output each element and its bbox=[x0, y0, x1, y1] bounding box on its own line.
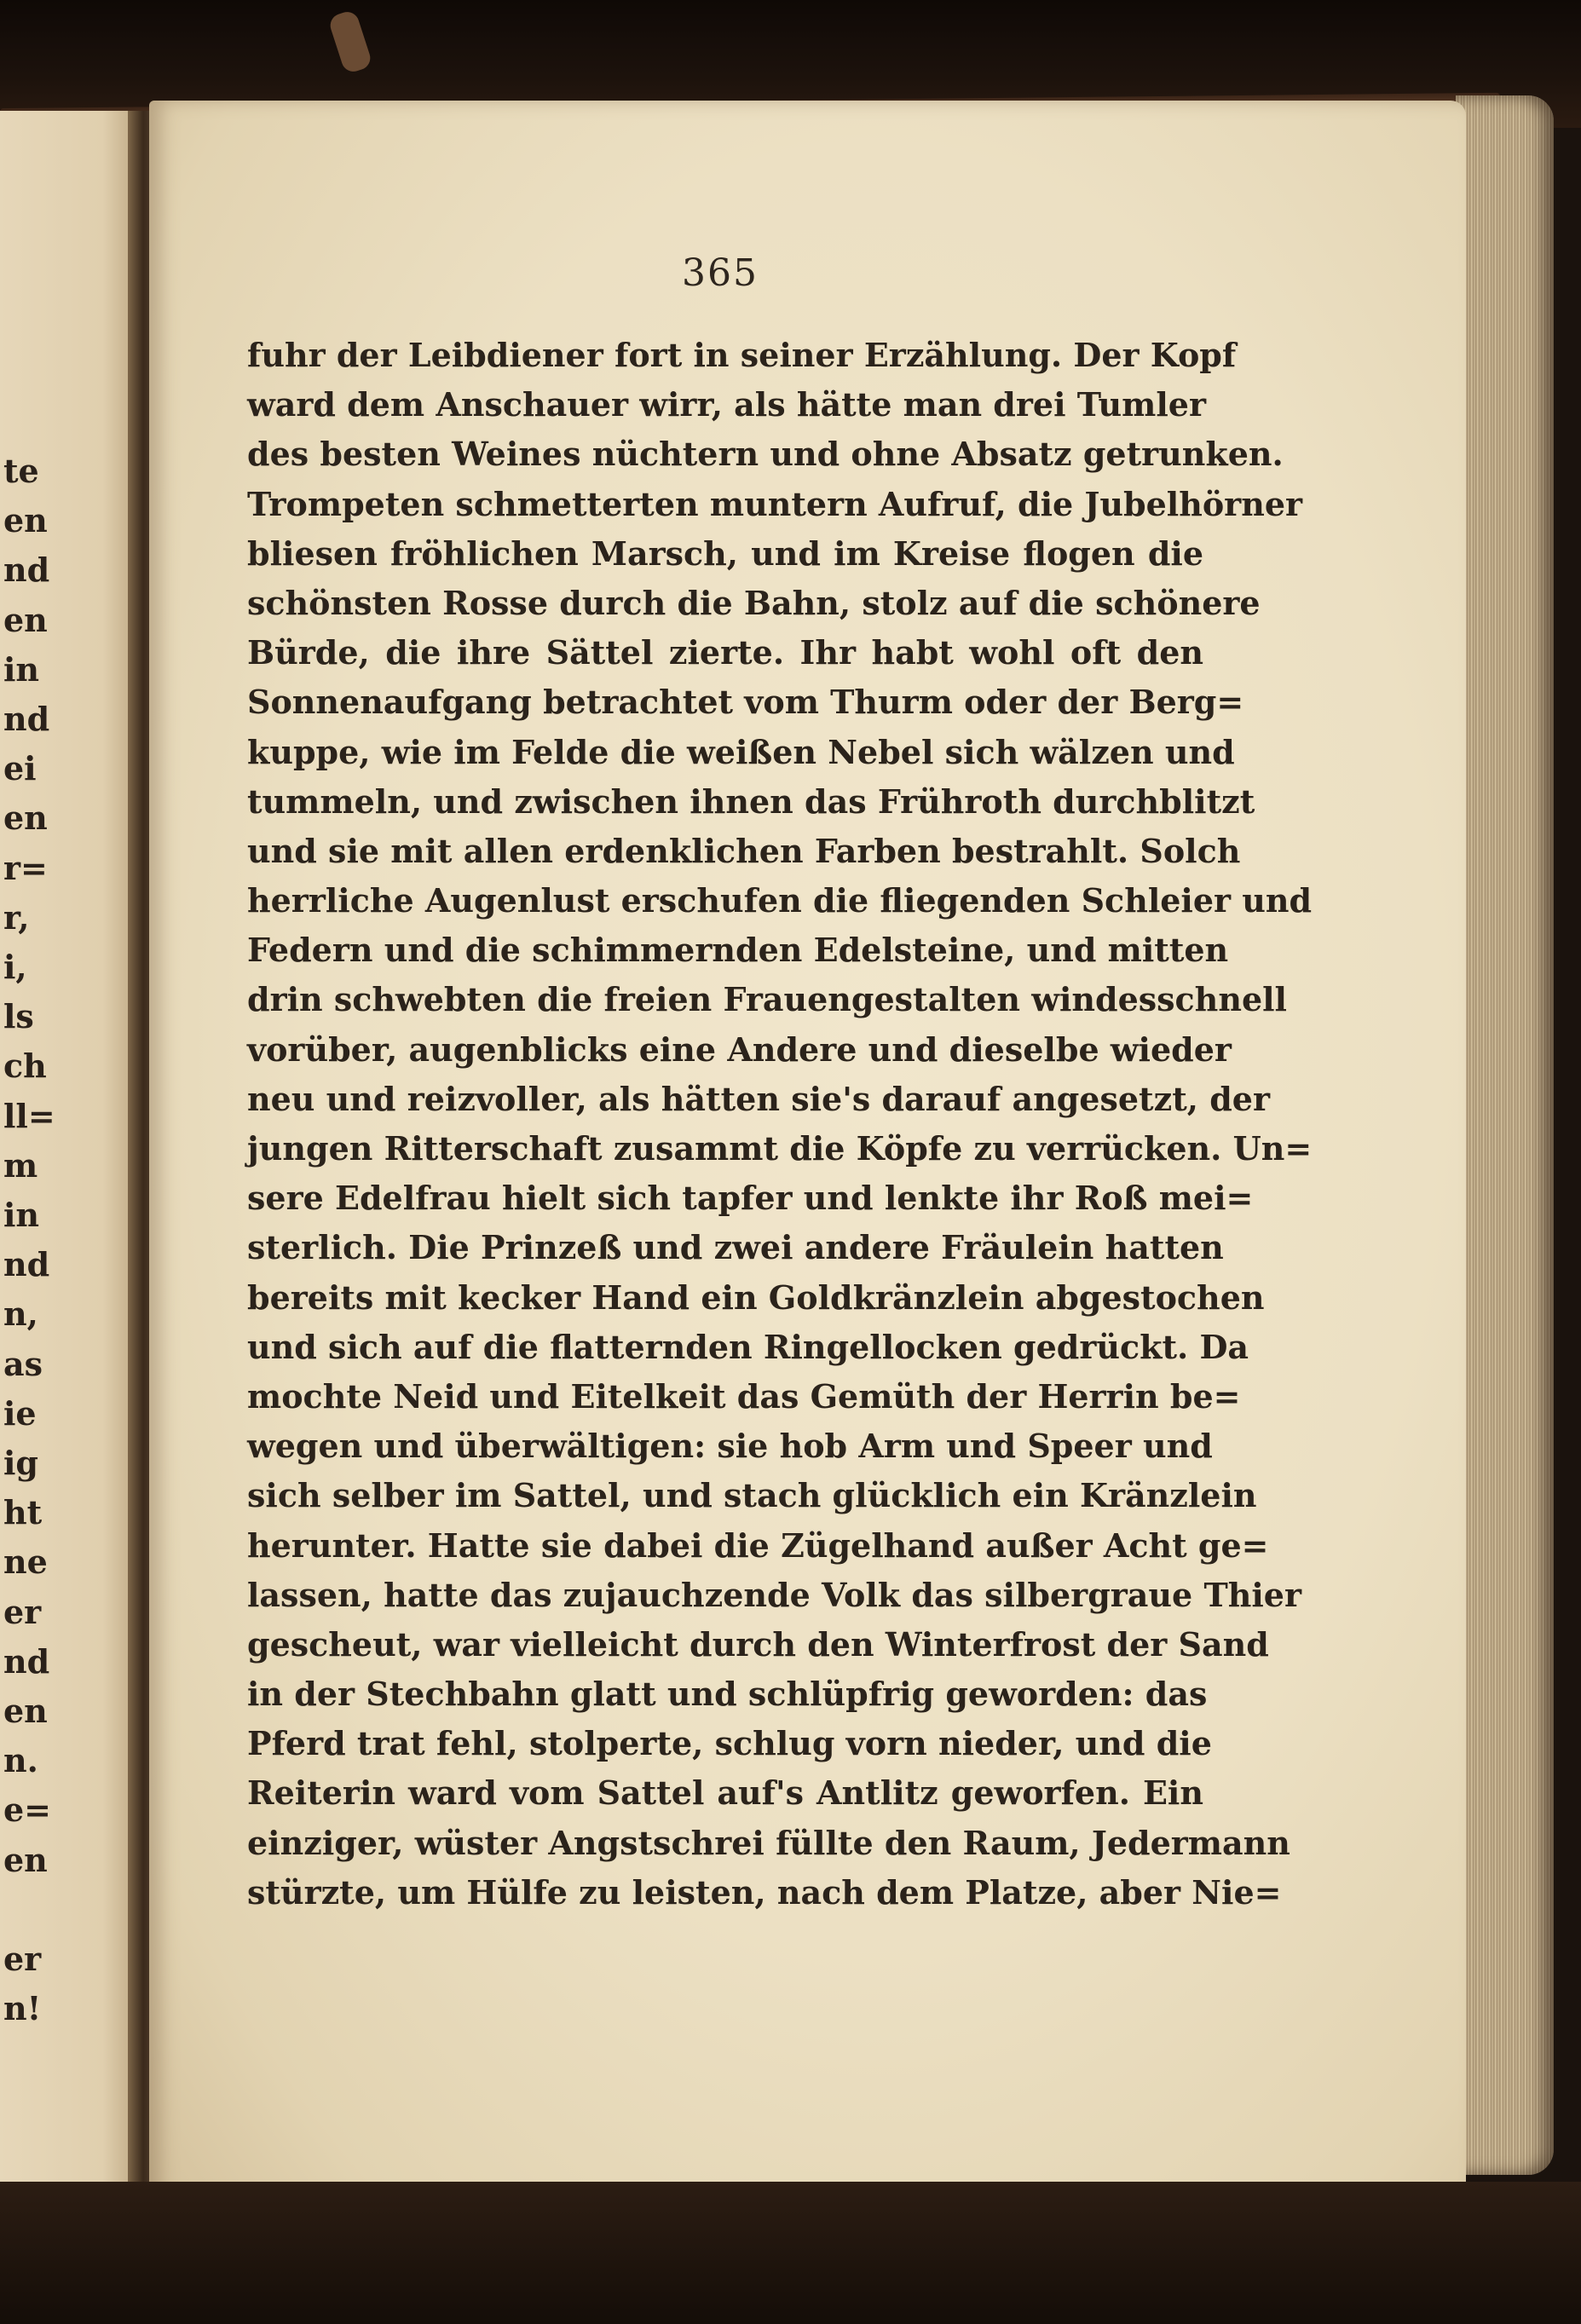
text-line: Trompeten schmetterten muntern Aufruf, die Jubelhörner bbox=[247, 484, 1303, 523]
facing-page-fragment: e= bbox=[3, 1791, 52, 1830]
text-line: lassen, hatte das zujauchzende Volk das silbergraue Thier bbox=[247, 1575, 1301, 1614]
facing-page-fragment: er bbox=[3, 1940, 42, 1978]
facing-page-fragment: as bbox=[3, 1344, 43, 1383]
facing-page-fragment: nd bbox=[3, 700, 50, 738]
facing-page-fragment: en bbox=[3, 799, 48, 838]
facing-page-fragment: nd bbox=[3, 1641, 50, 1681]
facing-page-fragment: r, bbox=[3, 897, 30, 937]
text-line: tummeln, und zwischen ihnen das Frühroth durchblitzt bbox=[247, 781, 1255, 821]
text-line: Reiterin ward vom Sattel auf's Antlitz geworfen. Ein bbox=[247, 1773, 1203, 1813]
text-line: kuppe, wie im Felde die weißen Nebel sich wälzen und bbox=[247, 732, 1235, 771]
text-line: bereits mit kecker Hand ein Goldkränzlein abgestochen bbox=[247, 1277, 1265, 1317]
facing-page-fragment: en bbox=[3, 1692, 48, 1730]
text-line: und sie mit allen erdenklichen Farben bestrahlt. Solch bbox=[247, 831, 1241, 870]
text-line: in der Stechbahn glatt und schlüpfrig geworden: das bbox=[247, 1675, 1208, 1714]
facing-page-fragment: r= bbox=[3, 848, 48, 887]
text-line: fuhr der Leibdiener fort in seiner Erzählung. Der Kopf bbox=[247, 336, 1237, 374]
text-line: sere Edelfrau hielt sich tapfer und lenkte ihr Roß mei= bbox=[247, 1179, 1254, 1218]
facing-page-fragment: ne bbox=[3, 1543, 48, 1582]
text-line: herrliche Augenlust erschufen die fliegenden Schleier und bbox=[247, 881, 1313, 920]
text-line: Federn und die schimmernden Edelsteine, und mitten bbox=[247, 931, 1229, 970]
facing-page-fragment: ht bbox=[3, 1493, 43, 1532]
facing-page-fragment: in bbox=[3, 649, 40, 689]
text-line: ward dem Anschauer wirr, als hätte man drei Tumler bbox=[247, 385, 1206, 424]
facing-page-fragment: i, bbox=[3, 948, 27, 986]
text-line: herunter. Hatte sie dabei die Zügelhand außer Acht ge= bbox=[247, 1525, 1269, 1565]
text-line: sterlich. Die Prinzeß und zwei andere Fräulein hatten bbox=[247, 1228, 1224, 1267]
facing-page-fragment: nd bbox=[3, 551, 50, 590]
text-line: gescheut, war vielleicht durch den Winterfrost der Sand bbox=[247, 1624, 1269, 1664]
text-line: vorüber, augenblicks eine Andere und dieselbe wieder bbox=[247, 1029, 1232, 1069]
text-line: jungen Ritterschaft zusammt die Köpfe zu verrücken. Un= bbox=[247, 1129, 1313, 1168]
page-edges bbox=[1456, 95, 1554, 2175]
facing-page-fragment: en bbox=[3, 1840, 48, 1879]
facing-page-fragment: ll= bbox=[3, 1096, 55, 1135]
facing-page-fragment: en bbox=[3, 501, 48, 540]
text-line: einziger, wüster Angstschrei füllte den Raum, Jedermann bbox=[247, 1823, 1290, 1862]
facing-page bbox=[0, 111, 147, 2190]
text-line: stürzte, um Hülfe zu leisten, nach dem Platze, aber Nie= bbox=[247, 1872, 1282, 1912]
facing-page-fragment: en bbox=[3, 600, 48, 639]
text-line: sich selber im Sattel, und stach glücklich ein Kränzlein bbox=[247, 1476, 1257, 1515]
facing-page-fragment: ei bbox=[3, 749, 37, 788]
text-line: neu und reizvoller, als hätten sie's darauf angesetzt, der bbox=[247, 1079, 1270, 1118]
facing-page-fragment: n! bbox=[3, 1989, 42, 2028]
facing-page-fragment: ch bbox=[3, 1047, 47, 1086]
facing-page-fragment: ls bbox=[3, 997, 34, 1036]
facing-page-fragment: m bbox=[3, 1145, 38, 1185]
text-line: und sich auf die flatternden Ringellocken gedrückt. Da bbox=[247, 1327, 1249, 1366]
facing-page-fragment: er bbox=[3, 1592, 42, 1631]
text-line: Sonnenaufgang betrachtet vom Thurm oder der Berg= bbox=[247, 683, 1244, 722]
facing-page-fragment: n. bbox=[3, 1741, 38, 1780]
facing-page-fragment: nd bbox=[3, 1245, 50, 1284]
facing-page-fragment: ig bbox=[3, 1444, 39, 1482]
text-line: mochte Neid und Eitelkeit das Gemüth der Herrin be= bbox=[247, 1376, 1241, 1416]
text-line: bliesen fröhlichen Marsch, und im Kreise flogen die bbox=[247, 533, 1203, 573]
page-body-text bbox=[247, 331, 1313, 1917]
text-line: des besten Weines nüchtern und ohne Absatz getrunken. bbox=[247, 435, 1284, 474]
facing-page-fragment: te bbox=[3, 452, 39, 490]
text-line: Bürde, die ihre Sättel zierte. Ihr habt wohl oft den bbox=[247, 633, 1203, 672]
facing-page-fragment: in bbox=[3, 1196, 40, 1234]
page-number: 365 bbox=[682, 251, 759, 295]
text-line: wegen und überwältigen: sie hob Arm und Speer und bbox=[247, 1427, 1213, 1466]
book-bottom-edge bbox=[0, 2182, 1581, 2324]
text-line: schönsten Rosse durch die Bahn, stolz auf die schönere bbox=[247, 583, 1261, 622]
facing-page-fragment: ie bbox=[3, 1393, 37, 1433]
text-line: Pferd trat fehl, stolperte, schlug vorn nieder, und die bbox=[247, 1724, 1212, 1763]
facing-page-fragment: n, bbox=[3, 1295, 38, 1334]
text-line: drin schwebten die freien Frauengestalten windesschnell bbox=[247, 980, 1287, 1019]
